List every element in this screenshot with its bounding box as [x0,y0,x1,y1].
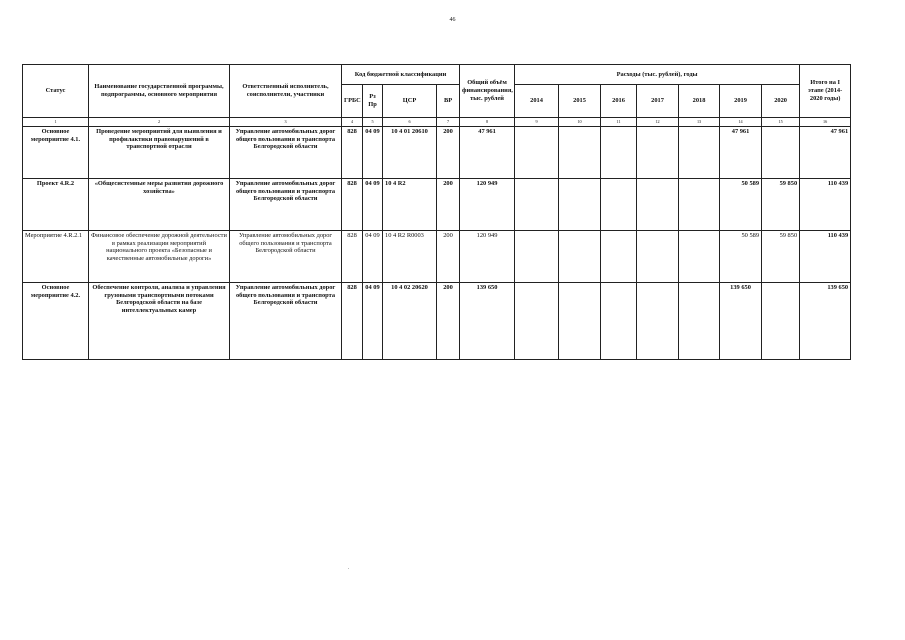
budget-table [22,64,851,360]
cell-2014 [515,179,559,231]
cell-rzpr: 04 09 [363,231,383,283]
cell-2016 [601,179,637,231]
col-number: 13 [679,118,720,127]
cell-2019: 50 589 [720,231,762,283]
col-number: 4 [342,118,363,127]
cell-name: Обеспечение контроля, анализа и управления грузовыми транспортными потоками Белгородской области на базе интеллектуальных камер [89,283,230,360]
cell-grbs: 828 [342,127,363,179]
cell-executor: Управление автомобильных дорог общего пользования и транспорта Белгородской области [230,283,342,360]
cell-name: Финансовое обеспечение дорожной деятельности в рамках реализации мероприятий национального проекта «Безопасные и качественные автомобильные дороги» [89,231,230,283]
header-vr: ВР [437,85,460,118]
cell-status: Основное мероприятие 4.2. [23,283,89,360]
cell-2017 [637,283,679,360]
cell-vr: 200 [437,283,460,360]
header-expenses: Расходы (тыс. рублей), годы [515,65,800,85]
cell-status: Основное мероприятие 4.1. [23,127,89,179]
cell-stage-total: 110 439 [800,231,851,283]
col-number: 7 [437,118,460,127]
cell-2019: 47 961 [720,127,762,179]
header-year-2017: 2017 [637,85,679,118]
col-number: 3 [230,118,342,127]
cell-2018 [679,283,720,360]
col-number: 11 [601,118,637,127]
cell-total: 120 949 [460,179,515,231]
header-status: Статус [23,65,89,118]
cell-2017 [637,127,679,179]
cell-rzpr: 04 09 [363,127,383,179]
cell-2018 [679,127,720,179]
col-number: 15 [762,118,800,127]
column-number-row [23,118,851,127]
cell-2014 [515,127,559,179]
cell-csr: 10 4 R2 R0003 [383,231,437,283]
cell-csr: 10 4 02 20620 [383,283,437,360]
cell-2020 [762,127,800,179]
cell-name: «Общесистемные меры развития дорожного хозяйства» [89,179,230,231]
cell-2020: 59 850 [762,179,800,231]
table-row [23,283,851,360]
col-number: 2 [89,118,230,127]
cell-executor: Управление автомобильных дорог общего пользования и транспорта Белгородской области [230,179,342,231]
cell-total: 47 961 [460,127,515,179]
cell-2018 [679,231,720,283]
cell-rzpr: 04 09 [363,283,383,360]
cell-2016 [601,127,637,179]
header-rzpr: Рз Пр [363,85,383,118]
col-number: 6 [383,118,437,127]
cell-2014 [515,283,559,360]
cell-grbs: 828 [342,231,363,283]
header-total-volume: Общий объём финансирования, тыс. рублей [460,65,515,118]
header-executor: Ответственный исполнитель, соисполнители, участники [230,65,342,118]
cell-2019: 139 650 [720,283,762,360]
cell-executor: Управление автомобильных дорог общего пользования и транспорта Белгородской области [230,127,342,179]
col-number: 8 [460,118,515,127]
header-name: Наименование государственной программы, подпрограммы, основного мероприятия [89,65,230,118]
cell-2017 [637,231,679,283]
header-year-2020: 2020 [762,85,800,118]
page-number: 46 [449,17,456,23]
cell-stage-total: 47 961 [800,127,851,179]
table-row [23,127,851,179]
header-year-2015: 2015 [559,85,601,118]
cell-2015 [559,231,601,283]
table-row [23,179,851,231]
col-number: 14 [720,118,762,127]
cell-name: Проведение мероприятий для выявления и профилактики правонарушений в транспортной отрасли [89,127,230,179]
header-year-2019: 2019 [720,85,762,118]
cell-executor: Управление автомобильных дорог общего пользования и транспорта Белгородской области [230,231,342,283]
cell-2015 [559,127,601,179]
cell-grbs: 828 [342,179,363,231]
header-year-2016: 2016 [601,85,637,118]
header-grbs: ГРБС [342,85,363,118]
cell-2018 [679,179,720,231]
col-number: 5 [363,118,383,127]
stray-mark: . [348,566,350,571]
cell-total: 120 949 [460,231,515,283]
cell-2020 [762,283,800,360]
table-row [23,231,851,283]
cell-status: Мероприятие 4.R.2.1 [23,231,89,283]
cell-stage-total: 110 439 [800,179,851,231]
header-csr: ЦСР [383,85,437,118]
cell-vr: 200 [437,179,460,231]
cell-2014 [515,231,559,283]
col-number: 9 [515,118,559,127]
cell-2015 [559,283,601,360]
header-budget-code: Код бюджетной классификации [342,65,460,85]
header-year-2018: 2018 [679,85,720,118]
col-number: 16 [800,118,851,127]
cell-2015 [559,179,601,231]
cell-2016 [601,283,637,360]
cell-total: 139 650 [460,283,515,360]
cell-vr: 200 [437,127,460,179]
col-number: 1 [23,118,89,127]
cell-2019: 50 589 [720,179,762,231]
cell-csr: 10 4 01 20610 [383,127,437,179]
cell-2017 [637,179,679,231]
col-number: 10 [559,118,601,127]
col-number: 12 [637,118,679,127]
cell-vr: 200 [437,231,460,283]
cell-stage-total: 139 650 [800,283,851,360]
header-stage-total: Итого на I этапе (2014-2020 годы) [800,65,851,118]
header-year-2014: 2014 [515,85,559,118]
cell-rzpr: 04 09 [363,179,383,231]
cell-csr: 10 4 R2 [383,179,437,231]
cell-grbs: 828 [342,283,363,360]
cell-2016 [601,231,637,283]
cell-2020: 59 850 [762,231,800,283]
header-row-1 [23,65,851,85]
cell-status: Проект 4.R.2 [23,179,89,231]
